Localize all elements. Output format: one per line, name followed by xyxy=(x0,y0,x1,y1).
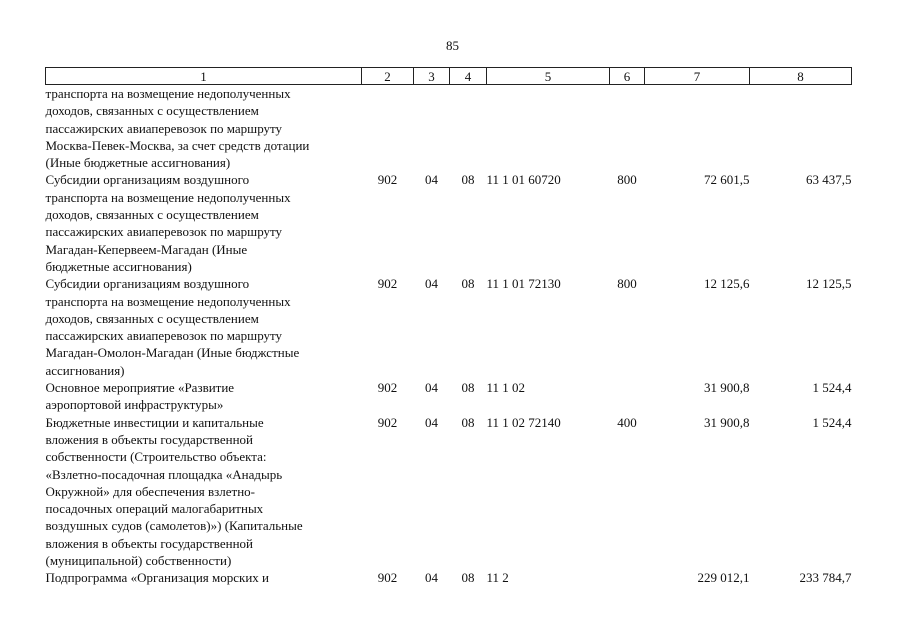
page-number: 85 xyxy=(446,38,459,53)
target-article-code: 11 2 xyxy=(486,570,509,586)
ministry-code: 902 xyxy=(377,172,398,188)
row-description xyxy=(46,414,362,570)
target-article-code: 11 1 01 72130 xyxy=(486,276,561,292)
section-code: 04 xyxy=(425,380,438,396)
table-row xyxy=(46,275,852,379)
description-line: Субсидии организациям воздушного xyxy=(45,172,250,188)
description-line: Субсидии организациям воздушного xyxy=(45,276,250,292)
amount-year-1: 72 601,5 xyxy=(704,172,750,188)
amount-year-2: 233 784,7 xyxy=(799,570,852,586)
expense-type-code xyxy=(610,569,645,586)
section-code: 04 xyxy=(425,414,438,430)
target-article-code: 11 1 02 xyxy=(486,380,526,396)
row-description xyxy=(46,275,362,379)
ministry-code: 902 xyxy=(377,570,398,586)
header-row xyxy=(46,68,852,85)
description-line: ассигнования) xyxy=(45,362,125,378)
section-code: 04 xyxy=(425,570,438,586)
amount-year-1 xyxy=(645,85,750,172)
column-header-5: 5 xyxy=(487,68,610,85)
row-description xyxy=(46,379,362,414)
target-article-code: 11 1 01 60720 xyxy=(486,172,561,188)
column-header-1: 1 xyxy=(46,68,362,85)
ministry-code: 902 xyxy=(377,414,398,430)
subsection-code: 08 xyxy=(461,414,475,430)
ministry-code: 902 xyxy=(377,380,398,396)
expense-type-code xyxy=(610,379,645,414)
description-line: (Иные бюджетные ассигнования) xyxy=(45,155,231,171)
amount-year-1: 12 125,6 xyxy=(704,276,750,292)
amount-year-2 xyxy=(750,85,852,172)
description-line: доходов, связанных с осуществлением xyxy=(45,207,259,223)
description-line: доходов, связанных с осуществлением xyxy=(45,103,259,119)
description-line: собственности (Строительство объекта: xyxy=(45,449,267,465)
section-code: 04 xyxy=(425,172,438,188)
column-header-8: 8 xyxy=(750,68,852,85)
description-line: Подпрограмма «Организация морских и xyxy=(45,570,270,586)
row-description xyxy=(46,569,362,586)
description-line: транспорта на возмещение недополученных xyxy=(45,293,291,309)
row-description xyxy=(46,171,362,275)
amount-year-2: 63 437,5 xyxy=(806,172,852,188)
description-line: пассажирских авиаперевозок по маршруту xyxy=(45,224,283,240)
column-header-7: 7 xyxy=(645,68,750,85)
description-line: аэропортовой инфраструктуры» xyxy=(45,397,224,413)
subsection-code xyxy=(450,85,487,172)
description-line: (муниципальной) собственности) xyxy=(45,553,232,569)
column-header-3: 3 xyxy=(414,68,450,85)
table-row xyxy=(46,414,852,570)
description-line: Магадан-Омолон-Магадан (Иные бюджстные xyxy=(45,345,300,361)
ministry-code xyxy=(362,85,414,172)
amount-year-2: 12 125,5 xyxy=(806,276,852,292)
table-row xyxy=(46,569,852,586)
description-line: вложения в объекты государственной xyxy=(45,431,253,447)
column-header-4: 4 xyxy=(450,68,487,85)
description-line: «Взлетно-посадочная площадка «Анадырь xyxy=(45,466,283,482)
description-line: Основное мероприятие «Развитие xyxy=(45,380,235,396)
subsection-code: 08 xyxy=(461,276,475,292)
description-line: вложения в объекты государственной xyxy=(45,535,253,551)
ministry-code: 902 xyxy=(377,276,398,292)
description-line: транспорта на возмещение недополученных xyxy=(45,189,291,205)
description-line: Бюджетные инвестиции и капитальные xyxy=(45,414,264,430)
subsection-code: 08 xyxy=(461,570,475,586)
table-row xyxy=(46,171,852,275)
amount-year-2: 1 524,4 xyxy=(812,380,852,396)
description-line: Москва-Певек-Москва, за счет средств дотации xyxy=(45,137,310,153)
table-row xyxy=(46,85,852,172)
amount-year-1: 229 012,1 xyxy=(697,570,750,586)
description-line: транспорта на возмещение недополученных xyxy=(45,86,291,101)
target-article-code xyxy=(487,85,610,172)
expense-type-code xyxy=(610,85,645,172)
description-line: Окружной» для обеспечения взлетно- xyxy=(45,483,255,499)
budget-table xyxy=(45,67,852,587)
row-description xyxy=(46,85,362,172)
description-line: воздушных судов (самолетов)») (Капитальные xyxy=(45,518,303,534)
amount-year-2: 1 524,4 xyxy=(812,414,852,430)
subsection-code: 08 xyxy=(461,380,475,396)
target-article-code: 11 1 02 72140 xyxy=(486,414,561,430)
table-row xyxy=(46,379,852,414)
description-line: посадочных операций малогабаритных xyxy=(45,501,264,517)
amount-year-1: 31 900,8 xyxy=(704,380,750,396)
expense-type-code: 800 xyxy=(617,276,637,292)
section-code xyxy=(414,85,450,172)
description-line: доходов, связанных с осуществлением xyxy=(45,310,259,326)
description-line: пассажирских авиаперевозок по маршруту xyxy=(45,328,283,344)
column-header-6: 6 xyxy=(610,68,645,85)
column-header-2: 2 xyxy=(362,68,414,85)
expense-type-code: 400 xyxy=(617,414,637,430)
section-code: 04 xyxy=(425,276,438,292)
expense-type-code: 800 xyxy=(617,172,637,188)
description-line: бюджетные ассигнования) xyxy=(45,258,192,274)
amount-year-1: 31 900,8 xyxy=(704,414,750,430)
description-line: Магадан-Кепервеем-Магадан (Иные xyxy=(45,241,248,257)
description-line: пассажирских авиаперевозок по маршруту xyxy=(45,120,283,136)
subsection-code: 08 xyxy=(461,172,475,188)
